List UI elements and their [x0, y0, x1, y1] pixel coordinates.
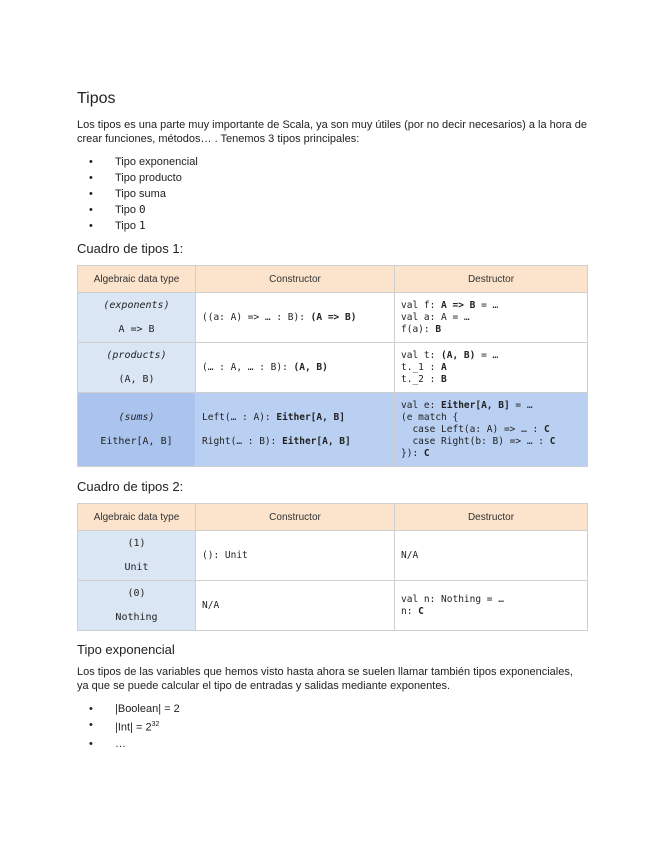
adt-type: Either[A, B] [100, 435, 173, 447]
table1-title: Cuadro de tipos 1: [77, 241, 184, 256]
code-segment: (): Unit [202, 549, 248, 561]
adt-cell [78, 343, 196, 393]
destructor-cell [395, 393, 588, 467]
types-list-item [77, 218, 587, 234]
code-segment: }): [401, 447, 424, 459]
column-header: Constructor [196, 266, 395, 293]
adt-cell [78, 393, 196, 467]
bullet-icon: • [89, 719, 93, 731]
table2-title: Cuadro de tipos 2: [77, 479, 184, 494]
code-segment: (A => B) [310, 311, 357, 323]
exponential-list-item [77, 701, 587, 717]
adt-type: Unit [124, 561, 149, 573]
adt-label: (sums) [118, 411, 155, 423]
code-segment: A [441, 361, 447, 373]
code-segment: Either[A, B] [282, 435, 351, 447]
code-segment: t._1 : [401, 361, 442, 373]
types-list-item-text: Tipo suma [115, 188, 166, 200]
types-list-item [77, 170, 587, 186]
types-table-2 [77, 503, 588, 631]
code-segment: t._2 : [401, 373, 442, 385]
code-segment: N/A [401, 549, 419, 561]
types-list-item-code: 0 [139, 203, 146, 216]
constructor-line [202, 436, 388, 448]
table-row [78, 531, 588, 581]
constructor-cell [196, 531, 395, 581]
code-segment: B [435, 323, 442, 335]
destructor-line [401, 550, 581, 562]
destructor-line [401, 400, 581, 412]
table-row [78, 581, 588, 631]
adt-cell [78, 531, 196, 581]
table-header-row [78, 266, 588, 293]
adt-label: (products) [106, 349, 167, 361]
column-header: Algebraic data type [78, 504, 196, 531]
section2-paragraph: Los tipos de las variables que hemos visto hasta ahora se suelen llamar también tipos exponenciales, ya que se puede calcular el tipo de entradas y salidas mediante exponentes. [77, 666, 573, 692]
destructor-line [401, 412, 581, 424]
adt-label: (0) [127, 587, 146, 599]
destructor-line [401, 362, 581, 374]
adt-label: (1) [127, 537, 146, 549]
exponential-list-item [77, 736, 587, 752]
destructor-line [401, 324, 581, 336]
bullet-icon: • [89, 703, 93, 715]
types-list [77, 154, 587, 234]
constructor-cell [196, 293, 395, 343]
code-segment: case Right(b: B) => … : [401, 435, 550, 447]
code-segment: Either[A, B] [276, 411, 345, 423]
destructor-cell [395, 343, 588, 393]
adt-cell [78, 581, 196, 631]
exponential-list [77, 701, 587, 752]
types-list-item-text: Tipo exponencial [115, 156, 198, 168]
destructor-line [401, 606, 581, 618]
destructor-line [401, 350, 581, 362]
code-segment: f(a): [401, 323, 436, 335]
destructor-cell [395, 531, 588, 581]
destructor-line [401, 312, 581, 324]
constructor-cell [196, 393, 395, 467]
adt-type: A => B [118, 323, 155, 335]
destructor-line [401, 300, 581, 312]
types-table-1 [77, 265, 588, 467]
bullet-icon: • [89, 737, 93, 750]
adt-type: (A, B) [118, 373, 155, 385]
bullet-icon: • [89, 220, 93, 232]
destructor-cell [395, 581, 588, 631]
code-segment: case Left(a: A) => … : [401, 423, 544, 435]
code-segment: (A, B) [441, 349, 476, 361]
constructor-line [202, 412, 388, 424]
types-list-item [77, 154, 587, 170]
code-segment: N/A [202, 599, 220, 611]
types-list-item [77, 186, 587, 202]
column-header: Constructor [196, 504, 395, 531]
code-segment: Left(… : A): [202, 411, 277, 423]
code-segment: = … [475, 349, 499, 361]
code-segment: ((a: A) => … : B): [202, 311, 311, 323]
adt-cell [78, 293, 196, 343]
types-list-item-text: Tipo [115, 220, 140, 232]
types-list-item-text: Tipo [115, 204, 140, 216]
table-row [78, 343, 588, 393]
destructor-line [401, 594, 581, 606]
code-segment: = … [475, 299, 499, 311]
exponential-list-item-text: |Boolean| = 2 [115, 703, 180, 715]
code-segment: (… : A, … : B): [202, 361, 294, 373]
types-list-item [77, 202, 587, 218]
column-header: Destructor [395, 266, 588, 293]
bullet-icon: • [89, 188, 93, 200]
intro-paragraph: Los tipos es una parte muy importante de Scala, ya son muy útiles (por no decir necesarios) a la hora de crear funciones, métodos… . Tenemos 3 tipos principales: [77, 119, 587, 145]
code-segment: B [441, 373, 447, 385]
types-list-item-code: 1 [139, 219, 146, 232]
code-segment: val a: A = … [401, 311, 470, 323]
code-segment: (e match { [401, 411, 459, 423]
code-segment: val e: [401, 399, 442, 411]
code-segment: val t: [401, 349, 442, 361]
code-segment: C [418, 605, 424, 617]
destructor-line [401, 448, 581, 460]
constructor-cell [196, 343, 395, 393]
destructor-cell [395, 293, 588, 343]
column-header: Algebraic data type [78, 266, 196, 293]
code-segment: Either[A, B] [441, 399, 510, 411]
code-segment: n: [401, 605, 419, 617]
code-segment: = … [509, 399, 533, 411]
constructor-cell [196, 581, 395, 631]
table-row [78, 293, 588, 343]
exponential-list-item-text: |Int| = 2 [115, 721, 152, 734]
adt-type: Nothing [115, 611, 158, 623]
bullet-icon: • [89, 172, 93, 184]
document-page [77, 88, 587, 752]
bullet-icon: • [89, 156, 93, 168]
code-segment: C [423, 447, 430, 459]
column-header: Destructor [395, 504, 588, 531]
types-list-item-text: Tipo producto [115, 172, 182, 184]
code-segment: A => B [441, 299, 476, 311]
table-header-row [78, 504, 588, 531]
exponential-list-item-text: … [115, 737, 126, 750]
section2-title: Tipo exponencial [77, 642, 175, 657]
code-segment: (A, B) [293, 361, 328, 373]
code-segment: C [549, 435, 556, 447]
code-segment: val n: Nothing = … [401, 593, 504, 605]
code-segment: C [544, 423, 550, 435]
destructor-line [401, 424, 581, 436]
destructor-line [401, 436, 581, 448]
bullet-icon: • [89, 204, 93, 216]
exponential-list-item [77, 717, 587, 736]
code-segment: val f: [401, 299, 442, 311]
destructor-line [401, 374, 581, 386]
code-segment: Right(… : B): [202, 435, 283, 447]
table-row [78, 393, 588, 467]
page-title: Tipos [77, 90, 116, 107]
exponential-list-item-exponent: 32 [151, 721, 160, 728]
adt-label: (exponents) [103, 299, 170, 311]
